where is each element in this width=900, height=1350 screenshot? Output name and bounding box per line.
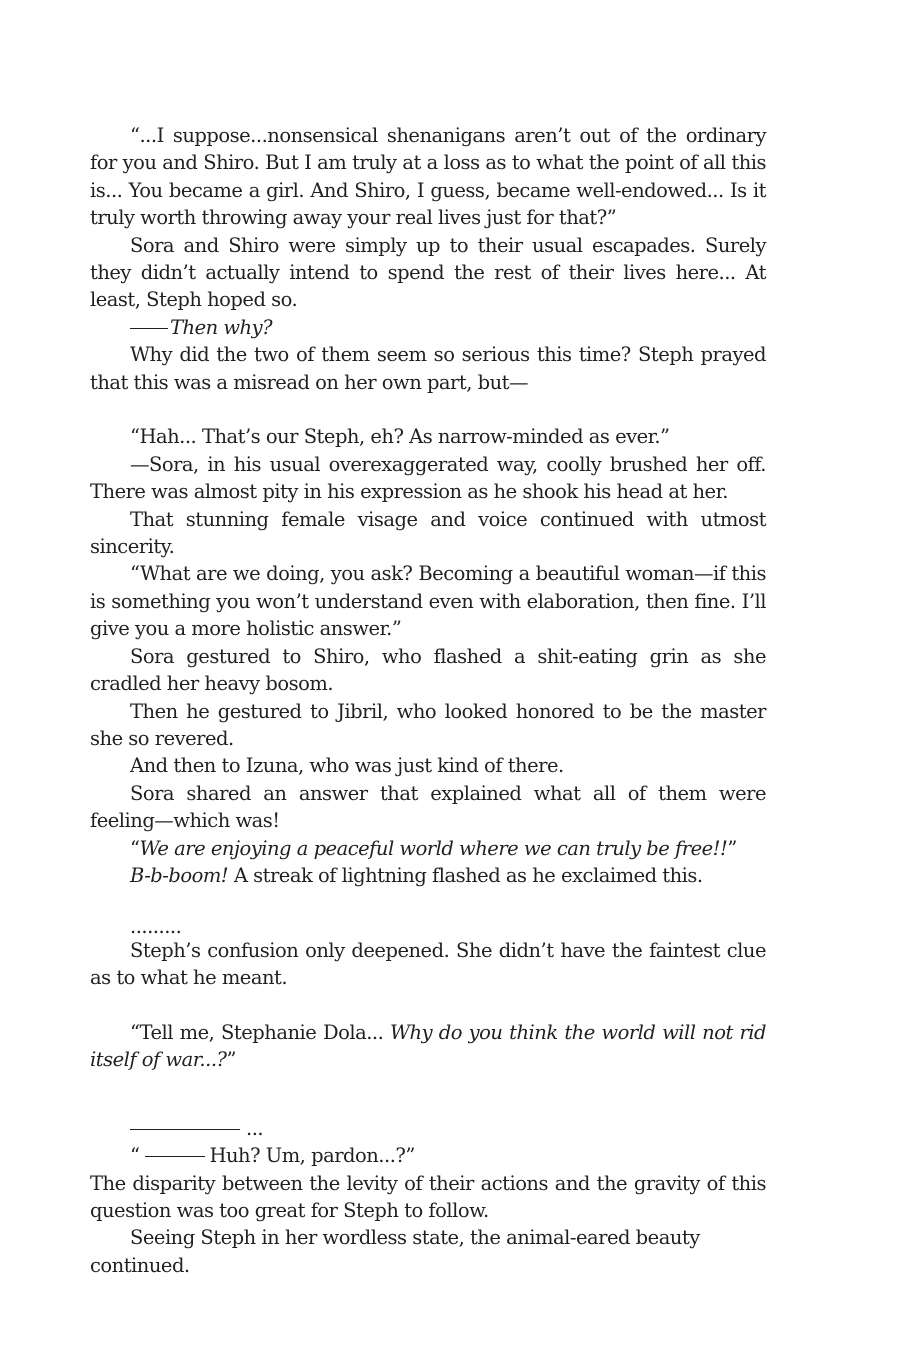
paragraph-then-why: [90, 314, 766, 341]
huh-text: Huh? Um, pardon...?”: [209, 1144, 415, 1168]
paragraph-disparity: The disparity between the levity of their actions and the gravity of this question was too great for Steph to follow.: [90, 1171, 766, 1222]
paragraph-steph-question: “...I suppose...nonsensical shenanigans aren’t out of the ordinary for you and Shiro. But I am truly at a loss as to what the point of all this is... You became a girl. And Shiro, I guess, became well-endowed... Is it truly worth throwing away your real lives just for that?”: [90, 124, 766, 230]
free-world-text: We are enjoying a peaceful world where we can truly be free!!: [139, 836, 728, 860]
paragraph-continued: Seeing Steph in her wordless state, the animal-eared beauty continued.: [90, 1226, 700, 1277]
quote-close: ”: [727, 836, 737, 860]
silence-text: ...: [246, 1116, 264, 1140]
paragraph-shiro-gesture: Sora gestured to Shiro, who flashed a shit-eating grin as she cradled her heavy bosom.: [90, 644, 766, 696]
quote-open: “: [130, 836, 140, 860]
paragraph-serious: Why did the two of them seem so serious this time? Steph prayed that this was a misread on her own part, but—: [90, 343, 766, 394]
paragraph-boom: [90, 862, 766, 889]
paragraph-visage: That stunning female visage and voice continued with utmost sincerity.: [90, 507, 766, 559]
huh-quote-open: “: [130, 1144, 140, 1168]
war-question-close: ”: [226, 1048, 236, 1072]
paragraph-answer: Sora shared an answer that explained what all of them were feeling—which was!: [90, 781, 766, 833]
scene-gap: [90, 992, 766, 1019]
scene-gap: [90, 396, 766, 423]
paragraph-sora-hah: “Hah... That’s our Steph, eh? As narrow-minded as ever.”: [130, 425, 670, 449]
paragraph-free-world: [90, 835, 766, 862]
scene-gap: [90, 1074, 766, 1115]
boom-text: B-b-boom!: [130, 863, 229, 887]
paragraph-izuna: And then to Izuna, who was just kind of there.: [130, 754, 564, 778]
paragraph-beautiful-woman: “What are we doing, you ask? Becoming a beautiful woman—if this is something you won’t understand even with elaboration, then fine. I’ll give you a more holistic answer.”: [90, 562, 766, 641]
paragraph-war-question: [90, 1019, 766, 1074]
novel-page: [90, 122, 766, 1279]
paragraph-jibril-gesture: Then he gestured to Jibril, who looked honored to be the master she so revered.: [90, 699, 766, 750]
war-question-italic: Why do you think the world will not rid itself of war...?: [90, 1020, 766, 1072]
paragraph-silence: [90, 1115, 766, 1142]
paragraph-narration-escapades: Sora and Shiro were simply up to their usual escapades. Surely they didn’t actually intend to spend the rest of their lives here... At least, Steph hoped so.: [90, 233, 766, 312]
paragraph-ellipsis: .........: [130, 914, 182, 938]
paragraph-confusion: Steph’s confusion only deepened. She didn’t have the faintest clue as to what he meant.: [90, 938, 766, 990]
paragraph-brushed-off: —Sora, in his usual overexaggerated way, coolly brushed her off. There was almost pity in his expression as he shook his head at her.: [90, 452, 766, 504]
scene-gap: [90, 889, 766, 916]
long-dash-rule: [130, 1129, 240, 1130]
em-dash-rule: [130, 328, 168, 329]
lightning-text: A streak of lightning flashed as he exclaimed this.: [228, 863, 703, 887]
paragraph-huh: [90, 1142, 766, 1169]
dash-rule: [145, 1156, 205, 1157]
then-why-text: Then why?: [170, 315, 273, 339]
war-question-plain: “Tell me, Stephanie Dola...: [130, 1020, 390, 1044]
